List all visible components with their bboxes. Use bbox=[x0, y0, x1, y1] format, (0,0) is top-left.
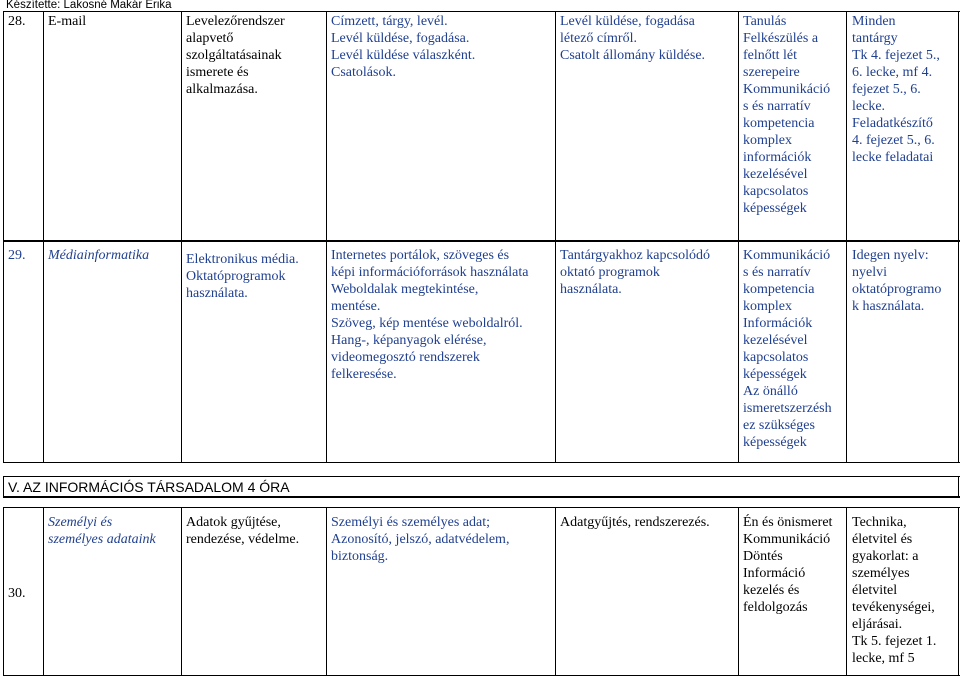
cell-line: Én és önismeret bbox=[743, 515, 833, 530]
row28-number: 28. bbox=[8, 14, 26, 29]
row30-cross-links bbox=[852, 514, 936, 667]
cell-line: ismeretszerzésh bbox=[743, 401, 832, 416]
cell-line: 4. fejezet 5., 6. bbox=[852, 133, 935, 148]
cell-line: rendezése, védelme. bbox=[186, 532, 300, 547]
cell-line: használata. bbox=[560, 282, 622, 297]
cell-line: Kommunikáció bbox=[743, 248, 831, 263]
cell-line: 6. lecke, mf 4. bbox=[852, 65, 933, 80]
cell-line: Csatolt állomány küldése. bbox=[560, 48, 706, 63]
cell-line: komplex bbox=[743, 133, 792, 148]
cell-line: szolgáltatásainak bbox=[186, 48, 282, 63]
cell-line: nyelvi bbox=[852, 265, 887, 280]
grid-line bbox=[846, 11, 847, 463]
row30-number: 30. bbox=[8, 586, 26, 601]
grid-line bbox=[958, 507, 959, 676]
row29-goal bbox=[186, 251, 299, 302]
cell-line: Információk bbox=[743, 316, 813, 331]
cell-line: képi információforrások használata bbox=[331, 265, 529, 280]
document-author-header: Készítette: Lakosné Makár Erika bbox=[6, 0, 172, 11]
cell-line: mentése. bbox=[331, 299, 381, 314]
cell-line: Technika, bbox=[852, 515, 907, 530]
cell-line: Hang-, képanyagok elérése, bbox=[331, 333, 487, 348]
grid-line bbox=[846, 507, 847, 676]
cell-line: információk bbox=[743, 150, 812, 165]
cell-line: ez szükséges bbox=[743, 418, 815, 433]
grid-line bbox=[958, 11, 959, 463]
row29-competencies bbox=[743, 247, 832, 451]
cell-line: szerepeire bbox=[743, 65, 800, 80]
grid-line bbox=[555, 11, 556, 463]
cell-line: Döntés bbox=[743, 549, 783, 564]
grid-line bbox=[326, 11, 327, 463]
grid-line bbox=[555, 507, 556, 676]
cell-line: Felkészülés a bbox=[743, 31, 819, 46]
cell-line: személyes bbox=[852, 566, 910, 581]
grid-line bbox=[3, 240, 960, 242]
row28-competencies bbox=[743, 13, 830, 217]
row28-content bbox=[331, 13, 475, 81]
grid-line bbox=[3, 496, 960, 498]
cell-line: Minden bbox=[852, 14, 896, 29]
cell-line: kezelés és bbox=[743, 583, 800, 598]
grid-line bbox=[3, 11, 960, 12]
cell-line: életvitel és bbox=[852, 532, 913, 547]
cell-line: Személyi és bbox=[48, 515, 113, 530]
cell-line: Oktatóprogramok bbox=[186, 269, 286, 284]
cell-line: kompetencia bbox=[743, 282, 815, 297]
cell-line: képességek bbox=[743, 435, 807, 450]
cell-line: gyakorlat: a bbox=[852, 549, 919, 564]
grid-line bbox=[43, 507, 44, 676]
cell-line: Címzett, tárgy, levél. bbox=[331, 14, 448, 29]
cell-line: létező címről. bbox=[560, 31, 637, 46]
cell-line: Levél küldése, fogadása. bbox=[331, 31, 470, 46]
cell-line: Levelezőrendszer bbox=[186, 14, 285, 29]
cell-line: Adatgyűjtés, rendszerezés. bbox=[560, 515, 710, 530]
cell-line: oktató programok bbox=[560, 265, 660, 280]
cell-line: oktatóprogramo bbox=[852, 282, 942, 297]
row29-cross-links bbox=[852, 247, 941, 315]
cell-line: felkeresése. bbox=[331, 367, 397, 382]
row29-content bbox=[331, 247, 528, 383]
cell-line: alapvető bbox=[186, 31, 234, 46]
cell-line: Elektronikus média. bbox=[186, 252, 299, 267]
cell-line: s és narratív bbox=[743, 99, 811, 114]
row28-goal bbox=[186, 13, 285, 98]
grid-line bbox=[326, 507, 327, 676]
cell-line: kompetencia bbox=[743, 116, 815, 131]
cell-line: lecke. bbox=[852, 99, 886, 114]
grid-line bbox=[3, 507, 960, 508]
grid-line bbox=[3, 11, 4, 463]
cell-line: Adatok gyűjtése, bbox=[186, 515, 281, 530]
cell-line: komplex bbox=[743, 299, 792, 314]
row30-activities bbox=[560, 514, 710, 531]
row28-activities bbox=[560, 13, 705, 64]
cell-line: Tk 4. fejezet 5., bbox=[852, 48, 940, 63]
cell-line: képességek bbox=[743, 201, 807, 216]
grid-line bbox=[958, 476, 959, 498]
cell-line: Kommunikáció bbox=[743, 532, 831, 547]
cell-line: Feladatkészítő bbox=[852, 116, 933, 131]
row29-activities bbox=[560, 247, 710, 298]
cell-line: Tantárgyakhoz kapcsolódó bbox=[560, 248, 710, 263]
grid-line bbox=[738, 507, 739, 676]
cell-line: feldolgozás bbox=[743, 600, 808, 615]
cell-line: Az önálló bbox=[743, 384, 798, 399]
row28-topic: E-mail bbox=[48, 14, 87, 29]
row29-topic: Médiainformatika bbox=[48, 248, 150, 263]
grid-line bbox=[181, 11, 182, 463]
row30-goal bbox=[186, 514, 299, 548]
cell-line: Levél küldése, fogadása bbox=[560, 14, 695, 29]
cell-line: kezelésével bbox=[743, 333, 808, 348]
row30-competencies bbox=[743, 514, 832, 616]
cell-line: kezelésével bbox=[743, 167, 808, 182]
cell-line: Információ bbox=[743, 566, 806, 581]
cell-line: Tanulás bbox=[743, 14, 787, 29]
grid-line bbox=[3, 476, 960, 477]
grid-line bbox=[3, 462, 960, 463]
cell-line: kapcsolatos bbox=[743, 350, 809, 365]
cell-line: k használata. bbox=[852, 299, 925, 314]
cell-line: Levél küldése válaszként. bbox=[331, 48, 476, 63]
cell-line: felnőtt lét bbox=[743, 48, 798, 63]
cell-line: kapcsolatos bbox=[743, 184, 809, 199]
cell-line: tantárgy bbox=[852, 31, 898, 46]
cell-line: képességek bbox=[743, 367, 807, 382]
row28-cross-links bbox=[852, 13, 940, 166]
cell-line: Szöveg, kép mentése weboldalról. bbox=[331, 316, 523, 331]
row29-number: 29. bbox=[8, 248, 26, 263]
cell-line: eljárásai. bbox=[852, 617, 903, 632]
cell-line: s és narratív bbox=[743, 265, 811, 280]
cell-line: Idegen nyelv: bbox=[852, 248, 929, 263]
grid-line bbox=[181, 507, 182, 676]
cell-line: használata. bbox=[186, 286, 248, 301]
cell-line: lecke feladatai bbox=[852, 150, 934, 165]
cell-line: személyes adataink bbox=[48, 532, 156, 547]
cell-line: videomegosztó rendszerek bbox=[331, 350, 480, 365]
cell-line: ismerete és bbox=[186, 65, 249, 80]
grid-line bbox=[3, 507, 4, 676]
cell-line: Csatolások. bbox=[331, 65, 396, 80]
cell-line: fejezet 5., 6. bbox=[852, 82, 921, 97]
grid-line bbox=[3, 476, 4, 498]
cell-line: Weboldalak megtekintése, bbox=[331, 282, 479, 297]
section-heading: V. AZ INFORMÁCIÓS TÁRSADALOM 4 ÓRA bbox=[8, 479, 290, 495]
grid-line bbox=[43, 11, 44, 463]
cell-line: Tk 5. fejezet 1. bbox=[852, 634, 937, 649]
cell-line: életvitel bbox=[852, 583, 898, 598]
row30-content bbox=[331, 514, 509, 565]
cell-line: alkalmazása. bbox=[186, 82, 258, 97]
cell-line: Személyi és személyes adat; bbox=[331, 515, 490, 530]
grid-line bbox=[738, 11, 739, 463]
cell-line: lecke, mf 5 bbox=[852, 651, 915, 666]
cell-line: tevékenységei, bbox=[852, 600, 935, 615]
row30-topic bbox=[48, 514, 156, 548]
cell-line: Internetes portálok, szöveges és bbox=[331, 248, 510, 263]
cell-line: Azonosító, jelszó, adatvédelem, bbox=[331, 532, 510, 547]
cell-line: Kommunikáció bbox=[743, 82, 831, 97]
cell-line: biztonság. bbox=[331, 549, 389, 564]
